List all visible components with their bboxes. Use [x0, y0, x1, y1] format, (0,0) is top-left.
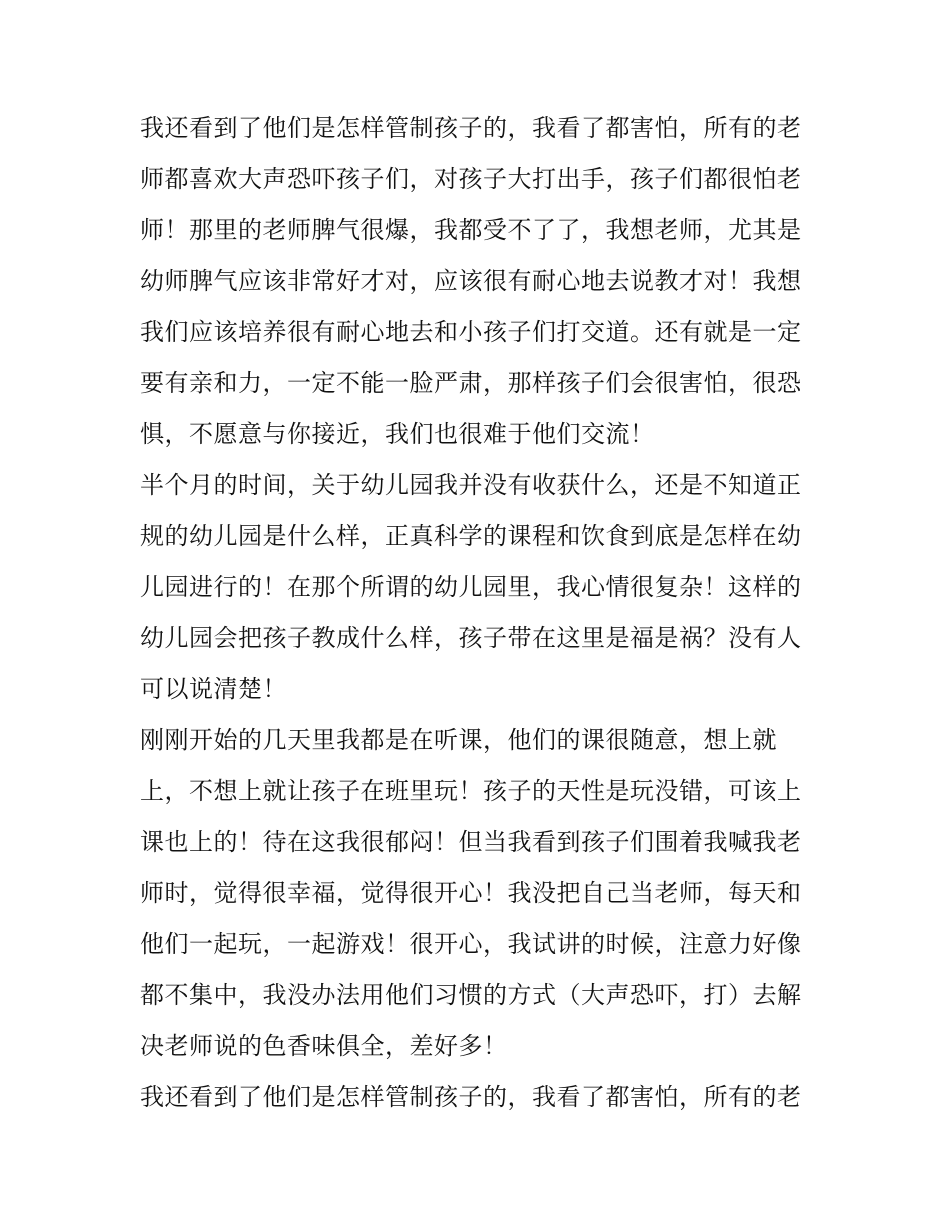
text-line: 刚刚开始的几天里我都是在听课，他们的课很随意，想上就	[140, 726, 777, 754]
text-line: 我们应该培养很有耐心地去和小孩子们打交道。还有就是一定	[140, 318, 802, 346]
text-line: 师！那里的老师脾气很爆，我都受不了了，我想老师，尤其是	[140, 216, 802, 244]
text-line: 半个月的时间，关于幼儿园我并没有收获什么，还是不知道正	[140, 471, 802, 499]
body-text	[140, 103, 820, 1123]
text-line: 幼儿园会把孩子教成什么样，孩子带在这里是福是祸？没有人	[140, 624, 802, 652]
text-line: 惧，不愿意与你接近，我们也很难于他们交流！	[140, 420, 655, 448]
text-line: 师都喜欢大声恐吓孩子们，对孩子大打出手，孩子们都很怕老	[140, 165, 802, 193]
text-line: 都不集中，我没办法用他们习惯的方式（大声恐吓，打）去解	[140, 981, 802, 1009]
text-line: 我还看到了他们是怎样管制孩子的，我看了都害怕，所有的老	[140, 114, 802, 142]
text-line: 上，不想上就让孩子在班里玩！孩子的天性是玩没错，可该上	[140, 777, 802, 805]
text-line: 要有亲和力，一定不能一脸严肃，那样孩子们会很害怕，很恐	[140, 369, 802, 397]
text-line: 课也上的！待在这我很郁闷！但当我看到孩子们围着我喊我老	[140, 828, 802, 856]
text-line: 决老师说的色香味俱全，差好多！	[140, 1032, 508, 1060]
text-line: 幼师脾气应该非常好才对，应该很有耐心地去说教才对！我想	[140, 267, 802, 295]
text-line: 我还看到了他们是怎样管制孩子的，我看了都害怕，所有的老	[140, 1083, 802, 1111]
text-line: 可以说清楚！	[140, 675, 287, 703]
text-line: 儿园进行的！在那个所谓的幼儿园里，我心情很复杂！这样的	[140, 573, 802, 601]
text-line: 他们一起玩，一起游戏！很开心，我试讲的时候，注意力好像	[140, 930, 802, 958]
text-line: 规的幼儿园是什么样，正真科学的课程和饮食到底是怎样在幼	[140, 522, 802, 550]
text-line: 师时，觉得很幸福，觉得很开心！我没把自己当老师，每天和	[140, 879, 802, 907]
